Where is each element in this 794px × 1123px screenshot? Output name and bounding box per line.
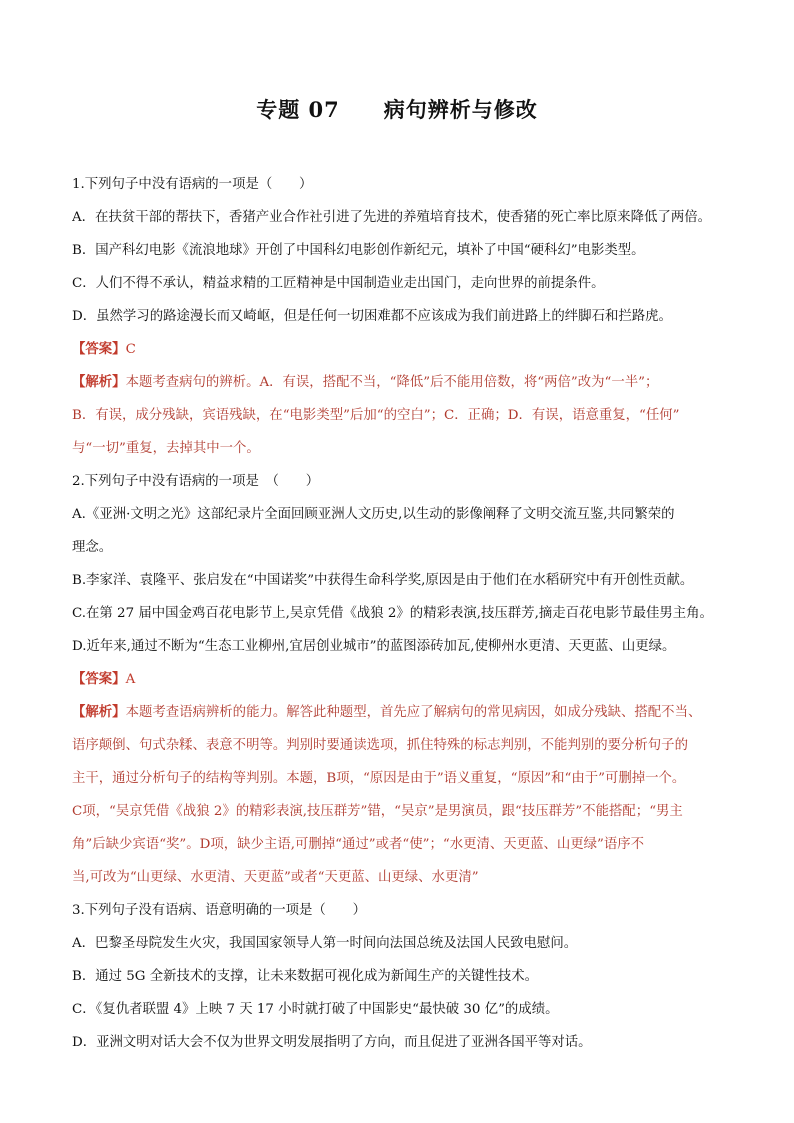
q2-analysis [72,696,732,729]
analysis-label: 【解析】 [72,374,126,390]
q1-stem: 1.下列句子中没有语病的一项是（ ） [72,177,313,192]
q2-stem: 2.下列句子中没有语病的一项是 （ ） [72,474,320,489]
analysis-text: 本题考查病句的辨析。A．有误，搭配不当，“降低”后不能用倍数，将“两倍”改为“一半”； [125,375,659,390]
q2-option-b: B.李家洋、袁隆平、张启发在“中国诺奖”中获得生命科学奖,原因是由于他们在水稻研究中有开创性贡献。 [72,573,694,588]
q2-option-a-cont: 理念。 [72,540,113,555]
q1-analysis-line-2: B．有误，成分残缺，宾语残缺，在“电影类型”后加“的空白”；C．正确；D．有误，语意重复，“任何” [72,408,680,423]
q2-analysis-line-6: 当,可改为“山更绿、水更清、天更蓝”或者“天更蓝、山更绿、水更清” [72,870,479,885]
q2-analysis-line-5: 角”后缺少宾语“奖”。D项，缺少主语,可删掉“通过”或者“使”；“水更清、天更蓝、山更绿”语序不 [72,837,645,852]
q2-analysis-line-4: C项，“吴京凭借《战狼 2》的精彩表演,技压群芳”错，“吴京”是男演员，跟“技压群芳”不能搭配；“男主 [72,804,683,819]
q2-option-d: D.近年来,通过不断为“生态工业柳州,宜居创业城市”的蓝图添砖加瓦,使柳州水更清、天更蓝、山更绿。 [72,639,676,654]
q2-answer [72,663,732,696]
q1-analysis [72,366,732,399]
answer-label: 【答案】 [72,671,126,687]
q1-option-c: C．人们不得不承认，精益求精的工匠精神是中国制造业走出国门，走向世界的前提条件。 [72,276,605,291]
q1-option-a: A．在扶贫干部的帮扶下，香猪产业合作社引进了先进的养殖培育技术，使香猪的死亡率比原来降低了两倍。 [72,210,712,225]
q1-option-b: B．国产科幻电影《流浪地球》开创了中国科幻电影创作新纪元，填补了中国“硬科幻”电影类型。 [72,243,645,258]
q3-option-d: D．亚洲文明对话大会不仅为世界文明发展指明了方向，而且促进了亚洲各国平等对话。 [72,1035,592,1050]
q2-analysis-line-3: 主干，通过分析句子的结构等判别。本题，B项，“原因是由于”语义重复，“原因”和“由于”可删掉一个。 [72,771,686,786]
analysis-label: 【解析】 [72,704,126,720]
q2-option-c: C.在第 27 届中国金鸡百花电影节上,吴京凭借《战狼 2》的精彩表演,技压群芳,摘走百花电影节最佳男主角。 [72,606,713,621]
analysis-text: 本题考查语病辨析的能力。解答此种题型，首先应了解病句的常见病因，如成分残缺、搭配不当、 [125,705,702,720]
document-body [72,168,732,1059]
q3-stem: 3.下列句子没有语病、语意明确的一项是（ ） [72,903,366,918]
q3-option-c: C．《复仇者联盟 4》上映 7 天 17 小时就打破了中国影史“最快破 30 亿”的成绩。 [72,1002,559,1017]
q2-option-a: A.《亚洲·文明之光》这部纪录片全面回顾亚洲人文历史,以生动的影像阐释了文明交流互鉴,共同繁荣的 [72,507,675,522]
q3-option-a: A．巴黎圣母院发生火灾，我国国家领导人第一时间向法国总统及法国人民致电慰问。 [72,936,578,951]
q1-answer [72,333,732,366]
q2-analysis-line-2: 语序颠倒、句式杂糅、表意不明等。判别时要通读选项，抓住特殊的标志判别，不能判别的要分析句子的 [72,738,688,753]
q1-option-d: D．虽然学习的路途漫长而又崎岖，但是任何一切困难都不应该成为我们前进路上的绊脚石和拦路虎。 [72,309,672,324]
answer-label: 【答案】 [72,341,126,357]
answer-value: C [125,342,136,357]
q3-option-b: B．通过 5G 全新技术的支撑，让未来数据可视化成为新闻生产的关键性技术。 [72,969,539,984]
page-title: 专题 07 病句辨析与修改 [256,97,538,122]
answer-value: A [125,672,136,687]
q1-analysis-line-3: 与“一切”重复，去掉其中一个。 [72,441,260,456]
